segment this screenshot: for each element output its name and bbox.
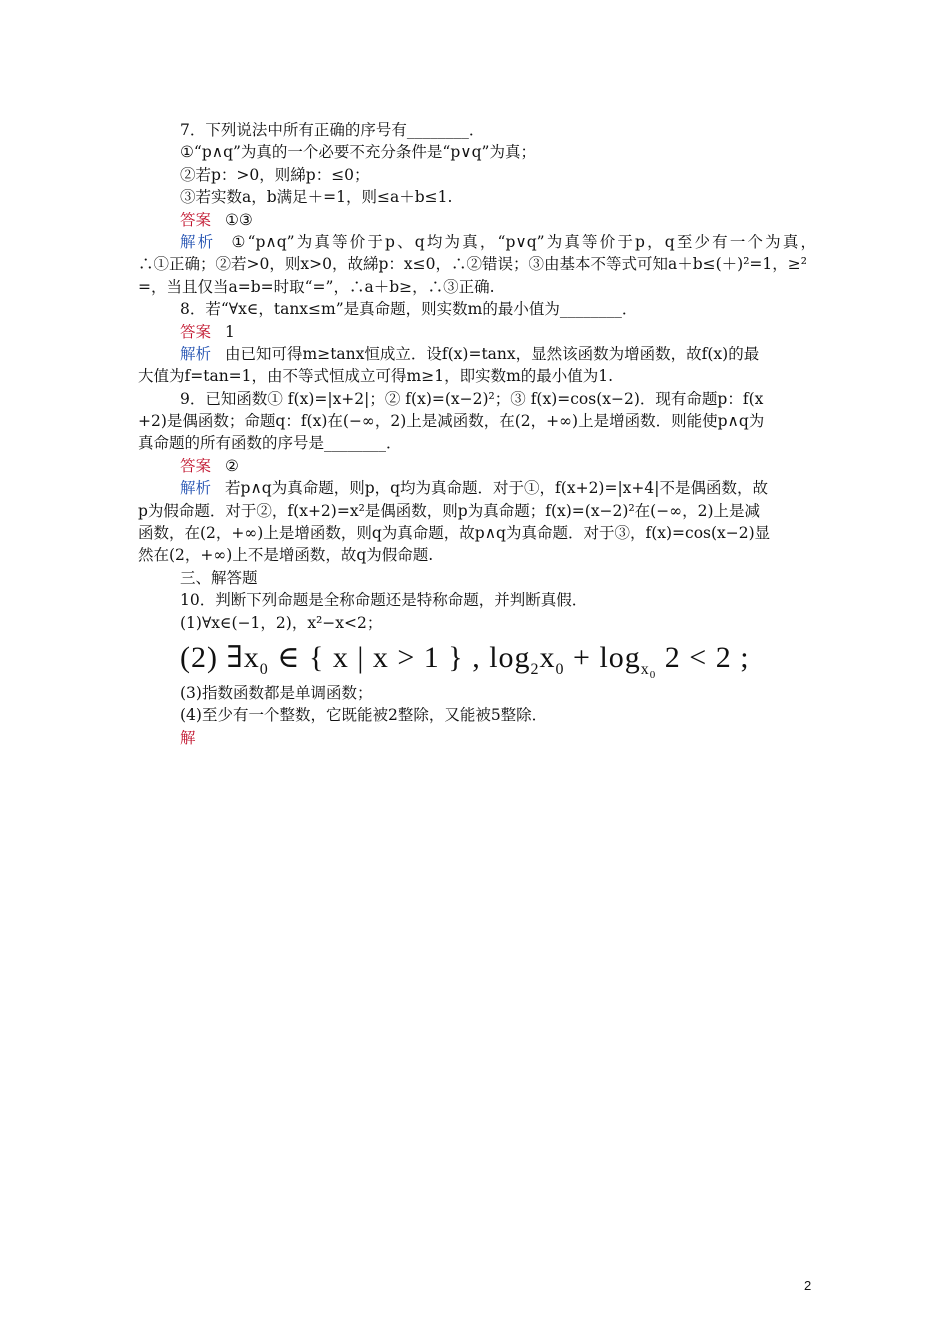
answer-label: 答案: [180, 456, 212, 475]
analysis-label: 解析: [180, 344, 212, 363]
analysis-text: 若p∧q为真命题，则p，q均为真命题．对于①，f(x+2)=|x+4|不是偶函数，故: [225, 479, 768, 498]
q7-title: 7．下列说法中所有正确的序号有________．: [180, 121, 485, 139]
q7-item-3: ③若实数a，b满足＋=1，则≤a＋b≤1.: [180, 188, 453, 207]
q10-item-2-formula: (2) $\exists x_0$ ∈ { x | x > 1 } , $\log_2x_0 + \log_{x_0} 2 < 2$ ;: [180, 640, 750, 682]
q8-answer: [138, 321, 816, 343]
answer-value: ②: [225, 456, 239, 475]
q8-analysis-2: 大值为f=tan=1，由不等式恒成立可得m≥1，即实数m的最小值为1.: [138, 367, 614, 386]
q9-analysis-1: [138, 477, 816, 499]
answer-value: ①③: [225, 210, 253, 229]
page-content: [138, 119, 816, 749]
q8-analysis-1: [138, 343, 816, 365]
q9-line-2: +2)是偶函数；命题q：f(x)在(−∞，2)上是减函数，在(2，+∞)上是增函数．则能使p∧q为: [138, 412, 765, 431]
analysis-text: ①“p∧q”为真等价于p、q均为真，“p∨q”为真等价于p，q至少有一个为真，: [229, 232, 816, 251]
q10-item-4: (4)至少有一个整数，它既能被2整除，又能被5整除．: [180, 706, 548, 725]
answer-label: 答案: [180, 210, 212, 229]
q9-analysis-4: 然在(2，+∞)上不是增函数，故q为假命题.: [138, 546, 434, 565]
section-heading: 三、解答题: [180, 568, 258, 587]
analysis-label: 解析: [180, 479, 212, 498]
q10-item-3: (3)指数函数都是单调函数；: [180, 683, 373, 702]
analysis-text: 由已知可得m≥tanx恒成立．设f(x)=tanx，显然该函数为增函数，故f(x)的最: [225, 344, 760, 363]
q9-line-1: 9．已知函数① f(x)=|x+2|；② f(x)=(x−2)²；③ f(x)=cos(x−2)．现有命题p：f(x: [180, 389, 764, 408]
q7-item-2: ②若p：>0，则綈p：≤0；: [180, 165, 370, 184]
q10-title: 10．判断下列命题是全称命题还是特称命题，并判断真假．: [180, 591, 588, 610]
q9-answer: [138, 455, 816, 477]
q7-answer: [138, 209, 816, 231]
q7-item-1: ①“p∧q”为真的一个必要不充分条件是“p∨q”为真；: [180, 143, 536, 162]
q9-analysis-2: p为假命题．对于②，f(x+2)=x²是偶函数，则p为真命题；f(x)=(x−2)²在(−∞，2)上是减: [138, 501, 761, 520]
analysis-label: 解析: [180, 232, 216, 251]
q7-analysis-1: [138, 231, 816, 253]
answer-value: 1: [225, 322, 235, 341]
q7-analysis-3: =，当且仅当a=b=时取“=”，∴a＋b≥，∴③正确.: [138, 277, 495, 296]
answer-label: 答案: [180, 322, 212, 341]
q9-analysis-3: 函数，在(2，+∞)上是增函数，则q为真命题，故p∧q为真命题．对于③，f(x)=cos(x−2)显: [138, 524, 771, 543]
page-number: 2: [804, 1278, 812, 1293]
q8-title: 8．若“∀x∈，tanx≤m”是真命题，则实数m的最小值为________．: [180, 300, 638, 319]
q10-item-1: (1)∀x∈(−1，2)，x²−x<2；: [180, 613, 383, 632]
q7-analysis-2: ∴①正确；②若>0，则x>0，故綈p：x≤0，∴②错误；③由基本不等式可知a＋b≤(＋)²=1，≥²: [138, 255, 807, 274]
q9-line-3: 真命题的所有函数的序号是________．: [138, 434, 402, 453]
solution-label: 解: [180, 728, 196, 747]
